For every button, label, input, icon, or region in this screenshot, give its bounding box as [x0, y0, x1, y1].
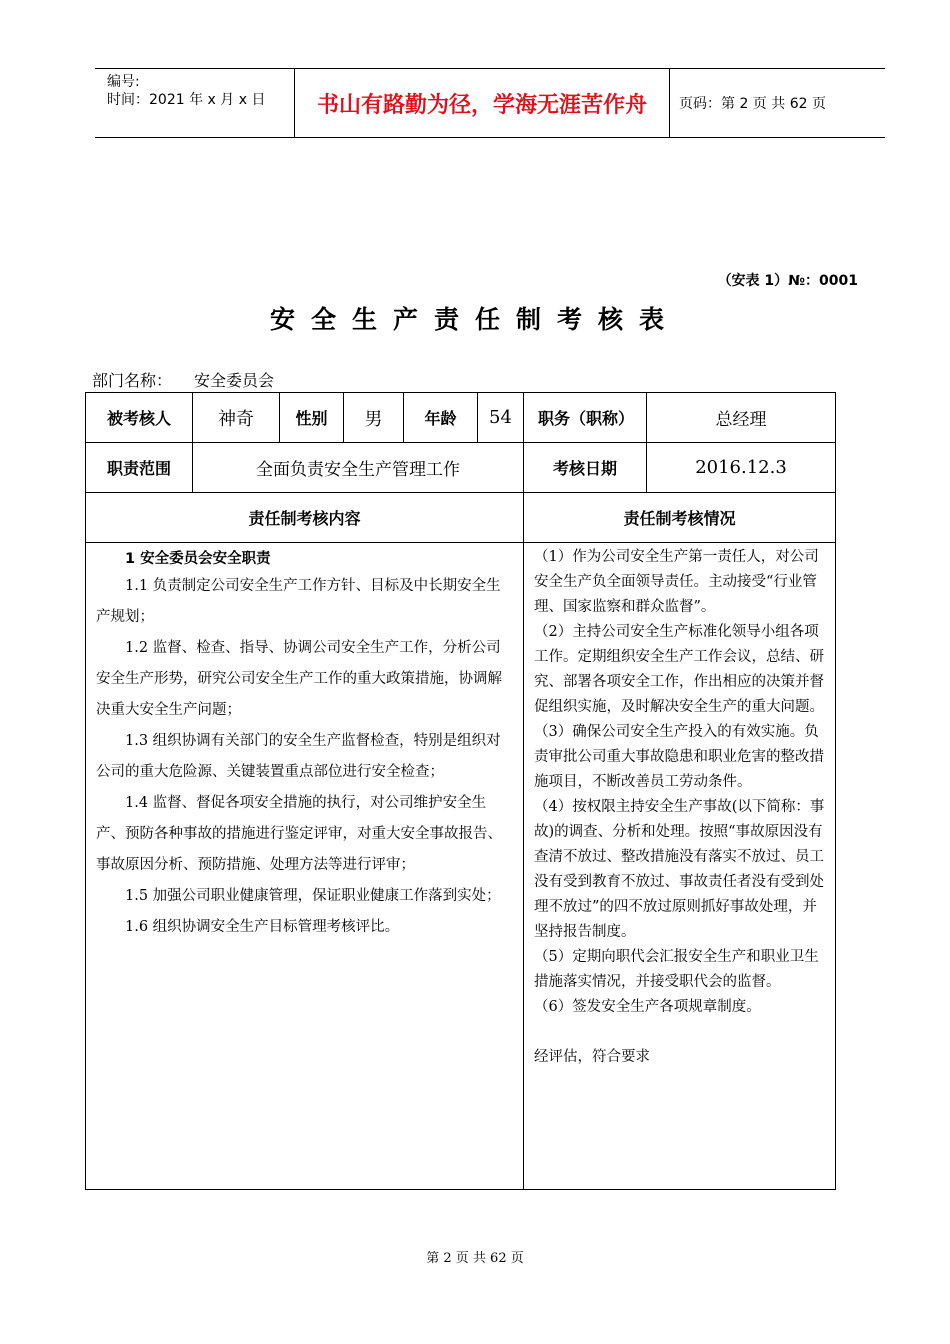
person-label: 被考核人 [86, 393, 193, 443]
scope-label: 职责范围 [86, 443, 193, 493]
page-footer: 第 2 页 共 62 页 [426, 1251, 524, 1266]
gender-value: 男 [344, 393, 404, 443]
content-item: 1.2 监督、检查、指导、协调公司安全生产工作，分析公司安全生产形势，研究公司安全生产工作的重大政策措施，协调解决重大安全生产问题； [96, 640, 502, 718]
motto: 书山有路勤为径，学海无涯苦作舟 [295, 69, 670, 137]
position-value: 总经理 [647, 393, 836, 443]
page-title: 安全生产责任制考核表 [269, 305, 680, 334]
status-item: （3）确保公司安全生产投入的有效实施。负责审批公司重大事故隐患和职业危害的整改措施项目，不断改善员工劳动条件。 [534, 724, 824, 790]
page-header [95, 68, 885, 138]
content-header: 责任制考核内容 [86, 493, 524, 543]
assessment-table [85, 392, 836, 1190]
person-value: 神奇 [193, 393, 280, 443]
status-cell [524, 543, 836, 1190]
age-value: 54 [478, 393, 524, 443]
date-label: 考核日期 [524, 443, 647, 493]
form-number: （安表 1）№：0001 [717, 273, 858, 289]
department-value: 安全委员会 [194, 371, 275, 390]
position-label: 职务（职称） [524, 393, 647, 443]
status-header: 责任制考核情况 [524, 493, 836, 543]
department [92, 368, 296, 391]
gender-label: 性别 [280, 393, 344, 443]
status-conclusion: 经评估，符合要求 [534, 1049, 650, 1065]
age-label: 年龄 [404, 393, 478, 443]
content-item: 1.3 组织协调有关部门的安全生产监督检查，特别是组织对公司的重大危险源、关键装置重点部位进行安全检查； [96, 733, 501, 780]
content-heading: 1 安全委员会安全职责 [125, 551, 271, 567]
status-item: （4）按权限主持安全生产事故(以下简称：事故)的调查、分析和处理。按照“事故原因没有查清不放过、整改措施没有落实不放过、员工没有受到教育不放过、事故责任者没有受到处理不放过”的四不放过原则抓好事故处理，并坚持报告制度。 [534, 799, 825, 940]
page-info: 页码：第 2 页 共 62 页 [679, 96, 826, 112]
department-label: 部门名称： [92, 371, 173, 390]
content-item: 1.4 监督、督促各项安全措施的执行，对公司维护安全生产、预防各种事故的措施进行鉴定评审，对重大安全事故报告、事故原因分析、预防措施、处理方法等进行评审； [96, 795, 502, 873]
status-item: （5）定期向职代会汇报安全生产和职业卫生措施落实情况，并接受职代会的监督。 [534, 949, 819, 990]
content-item: 1.5 加强公司职业健康管理，保证职业健康工作落到实处； [125, 888, 501, 904]
time-label: 时间：2021 年 x 月 x 日 [107, 92, 266, 108]
status-item: （1）作为公司安全生产第一责任人，对公司安全生产负全面领导责任。主动接受“行业管理、国家监察和群众监督”。 [534, 549, 819, 615]
date-value: 2016.12.3 [647, 443, 836, 493]
scope-value: 全面负责安全生产管理工作 [193, 443, 524, 493]
status-item: （2）主持公司安全生产标准化领导小组各项工作。定期组织安全生产工作会议，总结、研究、部署各项安全工作，作出相应的决策并督促组织实施，及时解决安全生产的重大问题。 [534, 624, 824, 715]
content-item: 1.1 负责制定公司安全生产工作方针、目标及中长期安全生产规划； [96, 578, 501, 625]
number-label: 编号: [107, 74, 140, 90]
header-meta [95, 69, 295, 137]
spacer [534, 1020, 827, 1045]
content-cell [86, 543, 524, 1190]
content-item: 1.6 组织协调安全生产目标管理考核评比。 [125, 919, 400, 935]
status-item: （6）签发安全生产各项规章制度。 [534, 999, 761, 1015]
